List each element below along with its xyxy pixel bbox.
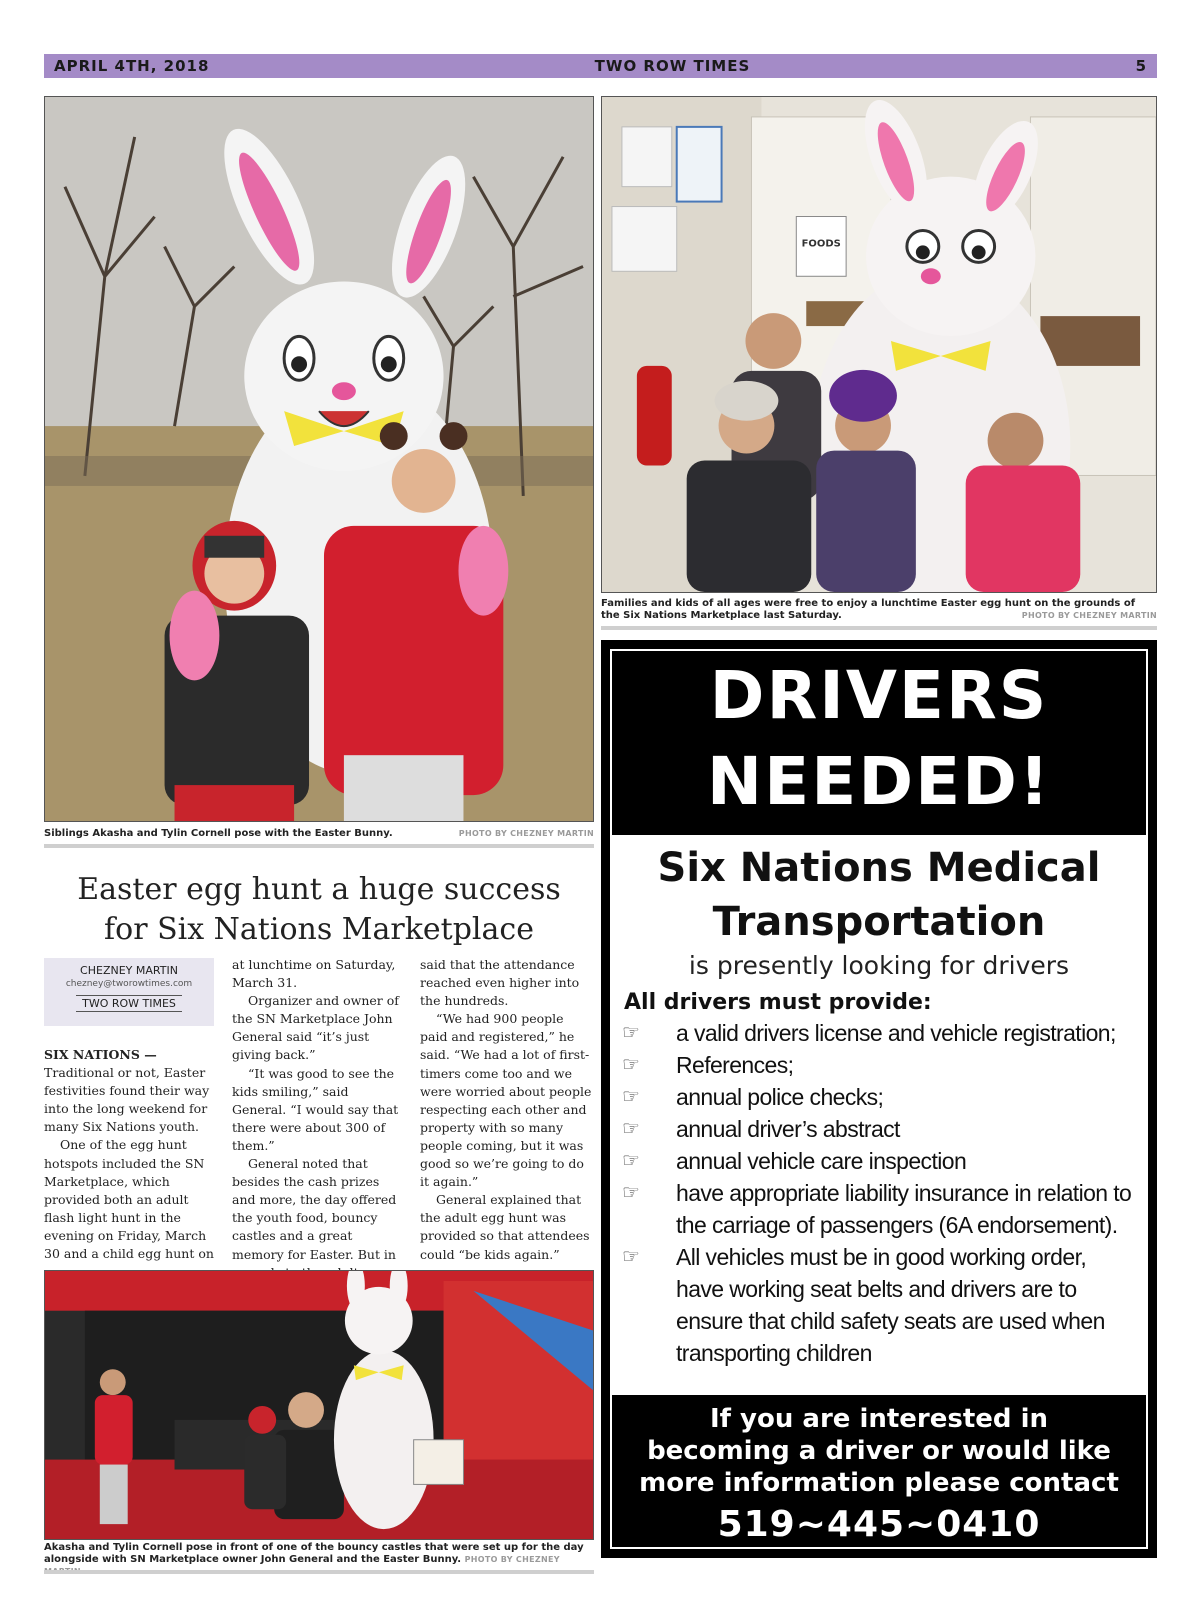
pointing-hand-icon: ☞ <box>622 1022 640 1044</box>
requirement-item <box>622 1113 1138 1145</box>
requirement-item <box>622 1049 1138 1081</box>
paragraph: One of the egg hunt hotspots included the SN Marketplace, which provided both an adult flash light hunt in the evening on Friday, March 30 and a child egg hunt on <box>44 1137 214 1262</box>
paragraph: “We had 900 people paid and registered,” he said. “We had a lot of first-timers come too and we were worried about people respecting each other and property with so many people coming, but it was good so we’re going to do it again.” <box>420 1011 592 1190</box>
author-email: chezney@tworowtimes.com <box>65 979 193 989</box>
requirement-item <box>622 1145 1138 1177</box>
headline-line-1: Easter egg hunt a huge success <box>77 872 561 907</box>
requirement-text: annual driver’s abstract <box>676 1116 900 1142</box>
pointing-hand-icon: ☞ <box>622 1086 640 1108</box>
byline-box <box>44 958 214 1026</box>
paragraph: “It was good to see the kids smiling,” said General. “I would say that there were about 300 of them.” <box>232 1065 399 1153</box>
caption-text: Siblings Akasha and Tylin Cornell pose with the Easter Bunny. <box>44 828 393 839</box>
requirement-item <box>622 1241 1138 1369</box>
issue-date: APRIL 4TH, 2018 <box>54 57 210 75</box>
contact-phone: 519~445~0410 <box>717 1504 1041 1545</box>
ad-headline <box>604 643 1154 828</box>
contact-line-1: If you are interested in <box>709 1404 1049 1434</box>
requirement-text: annual police checks; <box>676 1084 884 1110</box>
contact-line-2: becoming a driver or would like <box>647 1436 1111 1466</box>
org-line-1: Six Nations Medical <box>657 845 1101 891</box>
page-number: 5 <box>1135 57 1147 75</box>
requirement-item <box>622 1017 1138 1049</box>
dateline: SIX NATIONS — <box>44 1047 157 1062</box>
page-header <box>44 54 1157 78</box>
caption-rule <box>44 1570 594 1574</box>
paragraph: at lunchtime on Saturday, March 31. <box>232 957 396 991</box>
article-headline <box>44 870 594 950</box>
paragraph: said that the attendance reached even higher into the hundreds. <box>420 957 580 1009</box>
paragraph-text: Traditional or not, Easter festivities found their way into the long weekend for many Six Nations youth. <box>44 1065 210 1135</box>
caption-text: Families and kids of all ages were free to enjoy a lunchtime Easter egg hunt on the grounds of the Six Nations Marketplace last Saturday. <box>601 598 1136 621</box>
pointing-hand-icon: ☞ <box>622 1118 640 1140</box>
requirement-text: References; <box>676 1052 794 1078</box>
main-photo-caption <box>44 828 594 840</box>
paragraph: Organizer and owner of the SN Marketplace John General said “it’s just giving back.” <box>232 993 399 1063</box>
ad-requirements-heading: All drivers must provide: <box>624 990 932 1015</box>
top-right-photo-caption <box>601 598 1157 622</box>
requirements-list <box>622 1017 1138 1369</box>
requirement-item <box>622 1177 1138 1241</box>
newspaper-name: TWO ROW TIMES <box>594 57 751 75</box>
caption-text: Akasha and Tylin Cornell pose in front of one of the bouncy castles that were set up for the day alongside with SN Marketplace owner John General and the Easter Bunny. <box>44 1542 584 1565</box>
article-column-2 <box>232 956 402 1300</box>
paragraph <box>44 1046 214 1136</box>
article-column-1 <box>44 1046 214 1263</box>
pointing-hand-icon: ☞ <box>622 1182 640 1204</box>
headline-line-2: for Six Nations Marketplace <box>104 912 534 947</box>
requirement-item <box>622 1081 1138 1113</box>
photo-families-easter-bunny <box>601 96 1157 593</box>
requirement-text: have appropriate liability insurance in relation to the carriage of passengers (6A endorsement). <box>676 1180 1132 1238</box>
ad-organization <box>610 841 1148 949</box>
requirement-text: a valid drivers license and vehicle registration; <box>676 1020 1116 1046</box>
pointing-hand-icon: ☞ <box>622 1246 640 1268</box>
ad-headline-line-1: DRIVERS <box>709 657 1049 734</box>
requirement-text: annual vehicle care inspection <box>676 1148 967 1174</box>
photo-credit: PHOTO BY CHEZNEY MARTIN <box>458 829 594 838</box>
ad-body <box>610 835 1148 1395</box>
paragraph: General noted that besides the cash prizes and more, the day offered the youth food, bouncy castles and a great memory for Easter. But in <box>232 1156 397 1262</box>
author-name: CHEZNEY MARTIN <box>80 964 178 977</box>
org-line-2: Transportation <box>712 899 1046 945</box>
paragraph: General explained that the adult egg hunt was provided so that attendees could “be kids again.” <box>420 1192 590 1262</box>
photo-credit: PHOTO BY CHEZNEY MARTIN <box>1021 611 1157 620</box>
requirement-text: All vehicles must be in good working order, have working seat belts and drivers are to ensure that child safety seats are used when transporting children <box>676 1244 1105 1366</box>
photo-bouncy-castle <box>44 1270 594 1540</box>
pointing-hand-icon: ☞ <box>622 1054 640 1076</box>
caption-rule <box>44 844 594 848</box>
drivers-needed-ad <box>601 640 1157 1558</box>
caption-rule <box>601 626 1157 630</box>
ad-looking-text: is presently looking for drivers <box>688 951 1070 980</box>
contact-line-3: more information please contact <box>639 1468 1119 1498</box>
pointing-hand-icon: ☞ <box>622 1150 640 1172</box>
photo-easter-bunny-siblings <box>44 96 594 822</box>
ad-contact <box>604 1403 1154 1547</box>
article-column-3 <box>420 956 594 1264</box>
ad-headline-line-2: NEEDED! <box>706 743 1052 820</box>
photo-credit: PHOTO BY CHEZNEY <box>464 1555 560 1564</box>
byline-paper: TWO ROW TIMES <box>76 995 182 1012</box>
foods-sign-text: FOODS <box>801 238 841 250</box>
